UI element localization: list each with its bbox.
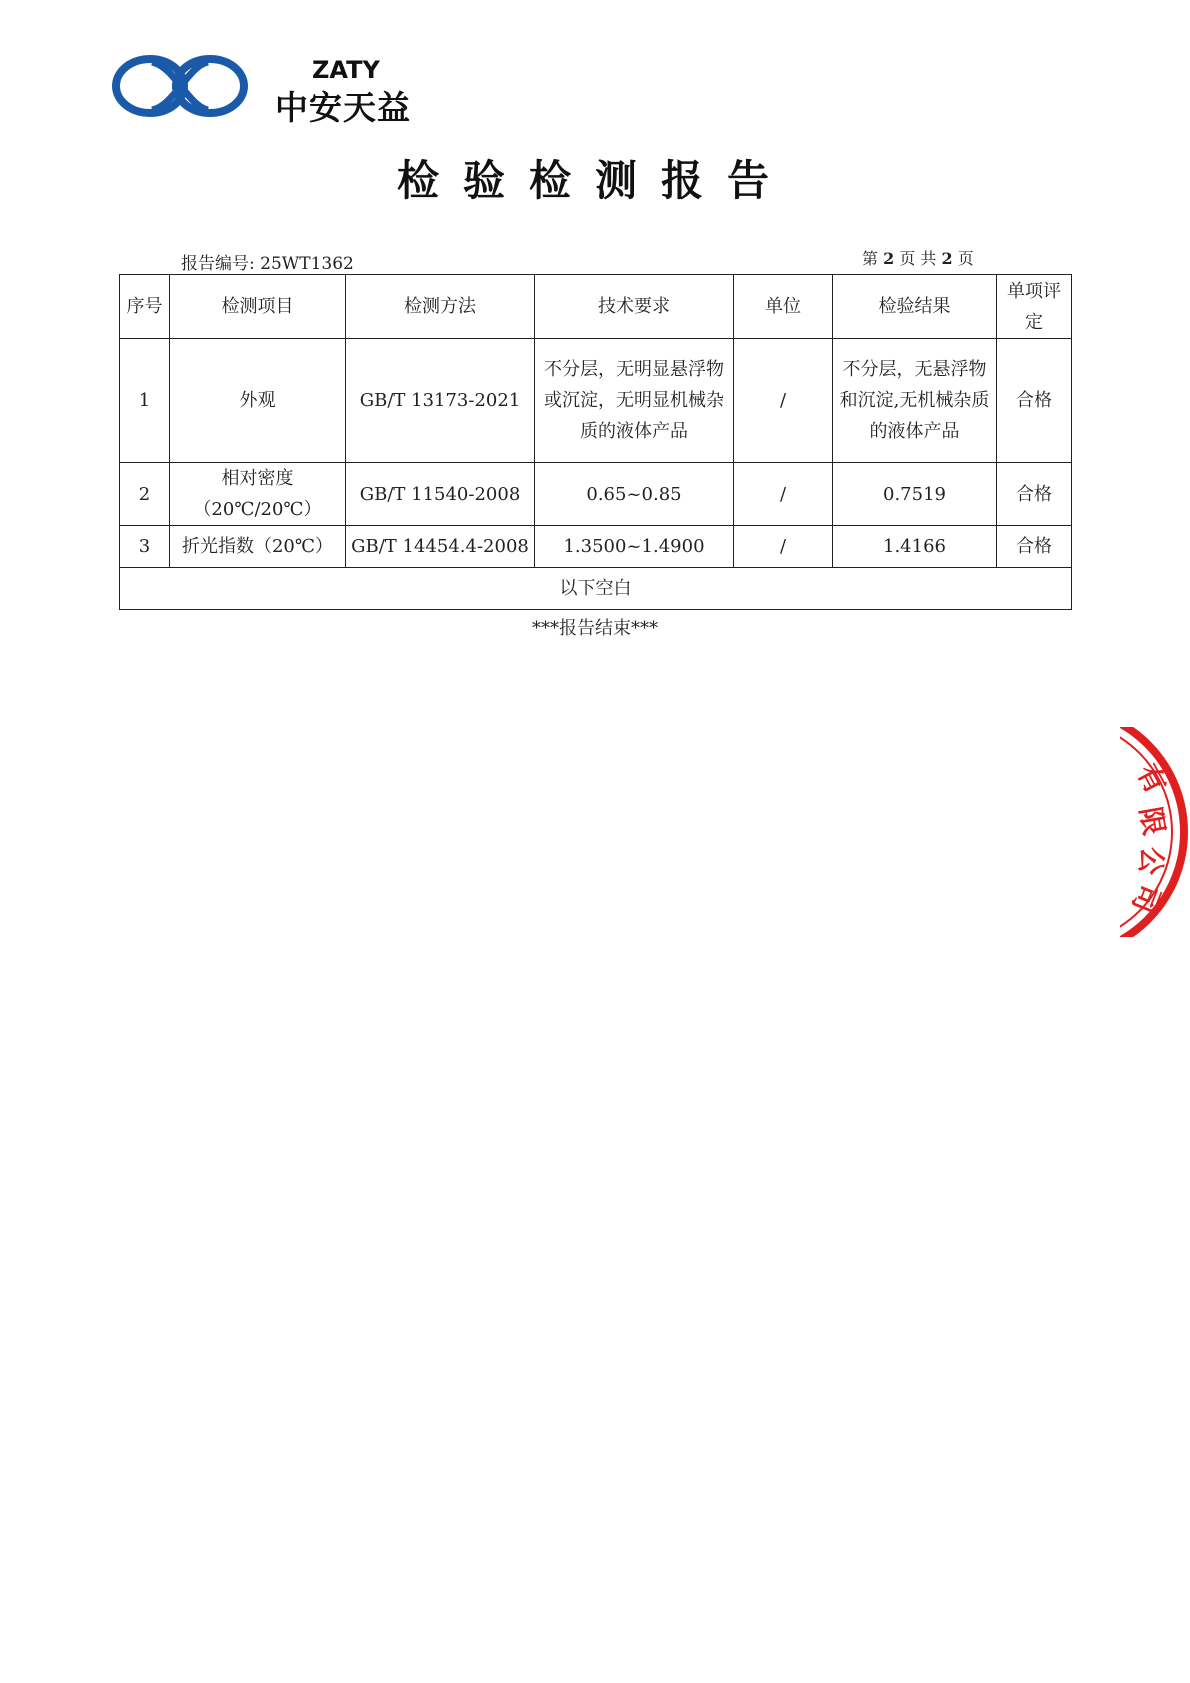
- cell-verdict: 合格: [997, 463, 1072, 526]
- col-header-requirement: 技术要求: [535, 275, 734, 339]
- table-row: [120, 339, 1072, 463]
- svg-text:公: 公: [1133, 845, 1169, 877]
- cell-method: GB/T 14454.4-2008: [346, 526, 535, 568]
- svg-text:司: 司: [1125, 879, 1167, 918]
- cell-requirement: 0.65~0.85: [535, 463, 734, 526]
- logo-latin-text: ZATY: [312, 56, 380, 84]
- report-number-value: 25WT1362: [260, 254, 354, 274]
- cell-unit: /: [734, 339, 833, 463]
- table-row: [120, 463, 1072, 526]
- cell-unit: /: [734, 463, 833, 526]
- col-header-item: 检测项目: [170, 275, 346, 339]
- table-row: [120, 526, 1072, 568]
- cell-no: 3: [120, 526, 170, 568]
- cell-requirement: 1.3500~1.4900: [535, 526, 734, 568]
- page-middle: 页 共: [899, 249, 937, 268]
- cell-method: GB/T 11540-2008: [346, 463, 535, 526]
- page-total: 2: [941, 249, 953, 268]
- cell-unit: /: [734, 526, 833, 568]
- table-header-row: [120, 275, 1072, 339]
- logo-chinese-text: 中安天益: [275, 88, 411, 127]
- report-number: [181, 249, 354, 274]
- cell-result: 不分层，无悬浮物和沉淀,无机械杂质的液体产品: [833, 339, 997, 463]
- col-header-result: 检验结果: [833, 275, 997, 339]
- cell-item: 折光指数（20℃）: [170, 526, 346, 568]
- cell-result: 1.4166: [833, 526, 997, 568]
- company-seal-stamp: [1120, 727, 1190, 937]
- page-indicator: [862, 246, 974, 269]
- col-header-method: 检测方法: [346, 275, 535, 339]
- col-header-verdict: 单项评定: [997, 275, 1072, 339]
- logo-rings-icon: [112, 54, 262, 118]
- page-suffix: 页: [957, 249, 974, 268]
- page-current: 2: [883, 249, 895, 268]
- end-note: ***报告结束***: [532, 618, 658, 639]
- cell-no: 2: [120, 463, 170, 526]
- cell-verdict: 合格: [997, 339, 1072, 463]
- svg-text:有: 有: [1130, 758, 1173, 799]
- report-number-label: 报告编号:: [181, 254, 255, 274]
- cell-item: 外观: [170, 339, 346, 463]
- col-header-unit: 单位: [734, 275, 833, 339]
- cell-method: GB/T 13173-2021: [346, 339, 535, 463]
- cell-result: 0.7519: [833, 463, 997, 526]
- page-prefix: 第: [862, 249, 879, 268]
- blank-note: 以下空白: [120, 568, 1072, 610]
- blank-row: [120, 568, 1072, 610]
- report-title: 检验检测报告: [396, 156, 793, 205]
- cell-verdict: 合格: [997, 526, 1072, 568]
- company-logo: [112, 54, 412, 127]
- cell-item: 相对密度（20℃/20℃）: [170, 463, 346, 526]
- col-header-no: 序号: [120, 275, 170, 339]
- results-table: [119, 274, 1072, 610]
- cell-no: 1: [120, 339, 170, 463]
- cell-requirement: 不分层，无明显悬浮物或沉淀，无明显机械杂质的液体产品: [535, 339, 734, 463]
- svg-text:限: 限: [1133, 804, 1171, 838]
